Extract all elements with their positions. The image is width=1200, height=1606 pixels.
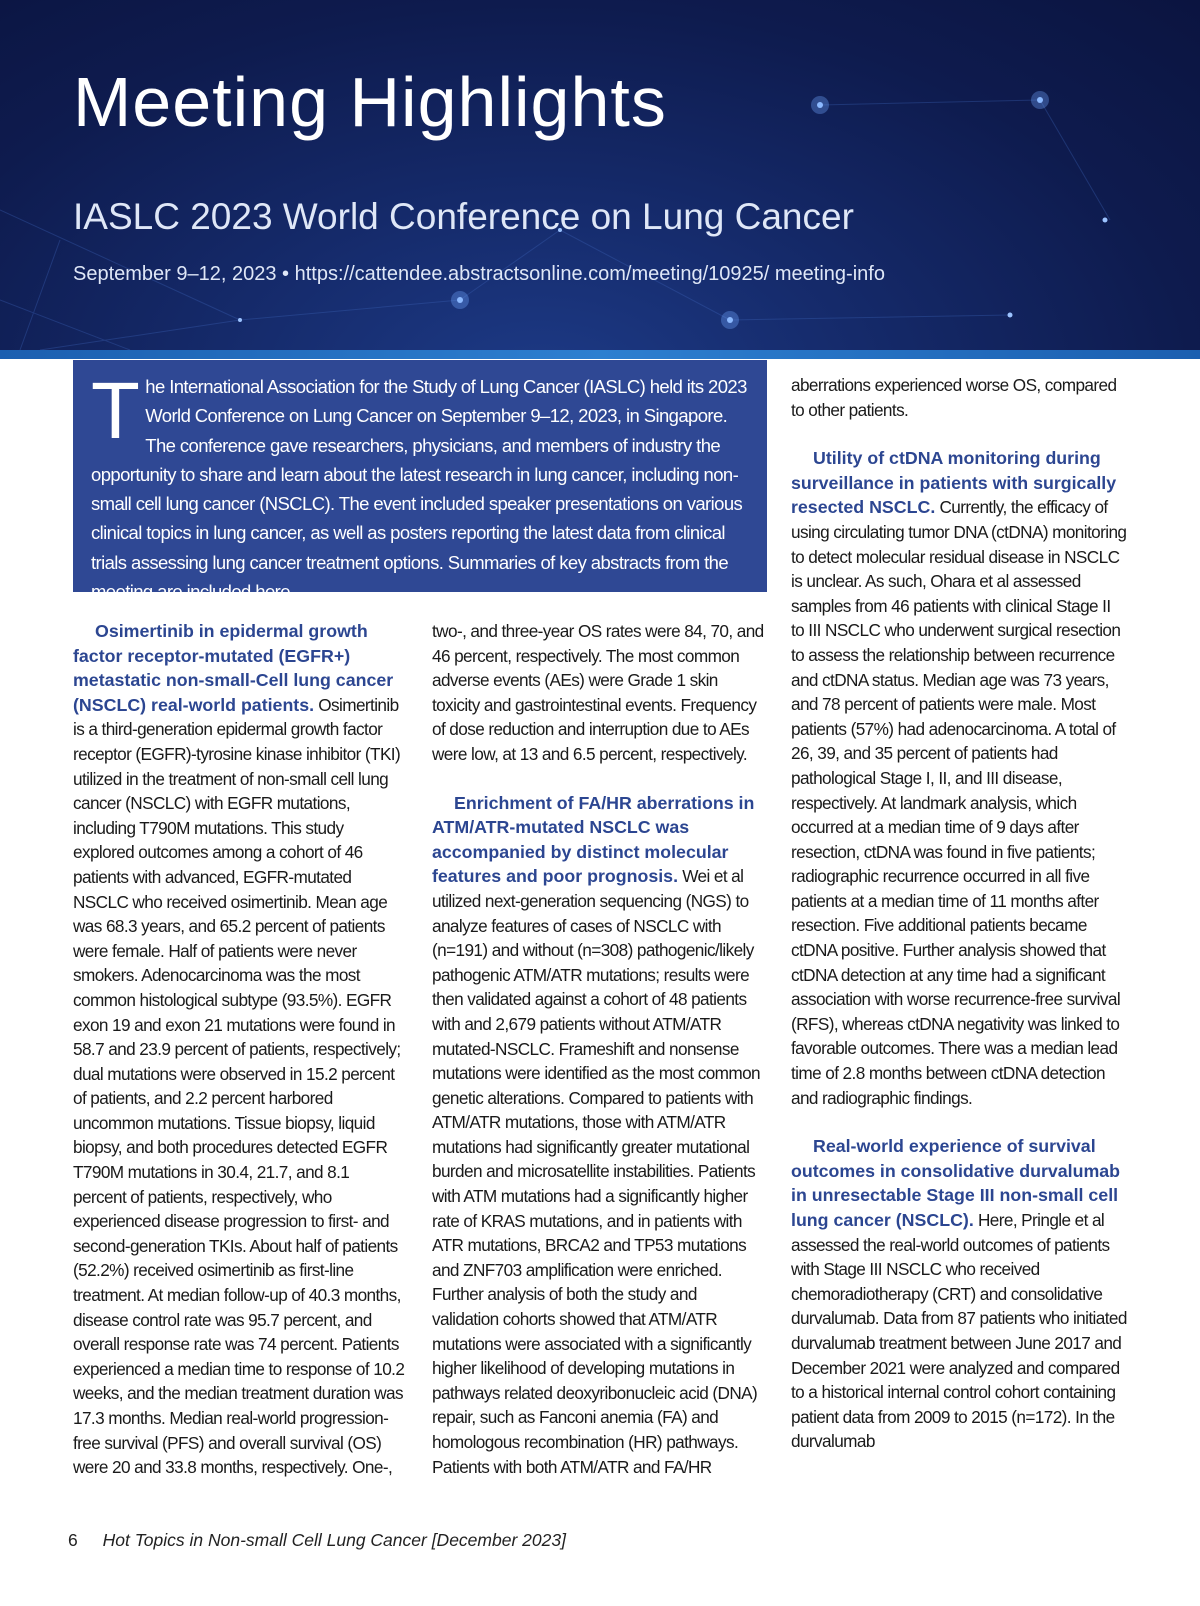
header-banner <box>0 0 1200 350</box>
column-2 <box>432 619 765 1479</box>
intro-box <box>73 360 767 603</box>
article-body: Osimertinib is a third-generation epidermal growth factor receptor (EGFR)-tyrosine kinase inhibitor (TKI) utilized in the treatment of non-small cell lung cancer (NSCLC) with EGFR mutations, including T790M mutations. This study explored outcomes among a cohort of 46 patients with advanced, EGFR-mutated NSCLC who received osimertinib. Mean age was 68.3 years, and 65.2 percent of patients were female. Half of patients were never smokers. Adenocarcinoma was the most common histological subtype (93.5%). EGFR exon 19 and exon 21 mutations were found in 58.7 and 23.9 percent of patients, respectively; dual mutations were observed in 15.2 percent of patients, and 2.2 percent harbored uncommon mutations. Tissue biopsy, liquid biopsy, and both procedures detected EGFR T790M mutations in 30.4, 21.7, and 8.1 percent of patients, respectively, who experienced disease progression to first- and second-generation TKIs. About half of patients (52.2%) received osimertinib as first-line treatment. At median follow-up of 40.3 months, disease control rate was 95.7 percent, and overall response rate was 74 percent. Patients experienced a median time to response of 10.2 weeks, and the median treatment duration was 17.3 months. Median real-world progression-free survival (PFS) and overall survival (OS) were 20 and 33.8 months, respectively. One-, <box>73 694 405 1478</box>
network-background-graphic <box>0 0 1200 350</box>
article-atm <box>432 791 765 1480</box>
paragraph-gap <box>791 1110 1127 1134</box>
article-heading: Utility of ctDNA monitoring during surveillance in patients with surgically resected NSCLC. <box>791 448 1117 518</box>
article-ctdna <box>791 446 1127 1110</box>
article-heading: Real-world experience of survival outcomes in consolidative durvalumab in unresectable Stage III non-small cell lung cancer (NSCLC). <box>791 1136 1121 1230</box>
paragraph-gap <box>791 422 1127 446</box>
article-body: Here, Pringle et al assessed the real-world outcomes of patients with Stage III NSCLC who received chemoradiotherapy (CRT) and consolidative durvalumab. Data from 87 patients who initiated durvalumab treatment between June 2017 and December 2021 were analyzed and compared to a historical internal control cohort containing patient data from 2009 to 2015 (n=172). In the durvalumab <box>791 1210 1127 1452</box>
banner-divider <box>0 350 1200 359</box>
intro-text: he International Association for the Study of Lung Cancer (IASLC) held its 2023 World Conference on Lung Cancer on September 9–12, 2023, in Singapore. The conference gave researchers, physicians, and members of industry the opportunity to share and learn about the latest research in lung cancer, including non-small cell lung cancer (NSCLC). The event included speaker presentations on various clinical topics in lung cancer, as well as posters reporting the latest data from clinical trials assessing lung cancer treatment options. Summaries of key abstracts from the meeting are included here. <box>91 376 747 603</box>
conference-name: IASLC 2023 World Conference on Lung Cancer <box>73 196 854 237</box>
paragraph-gap <box>432 767 765 791</box>
conference-dateline: September 9–12, 2023 • https://cattendee.abstractsonline.com/meeting/10925/ meeting-info <box>73 263 885 285</box>
column-3 <box>791 373 1127 1454</box>
page-title: Meeting Highlights <box>73 63 667 141</box>
article-body-continued: two-, and three-year OS rates were 84, 70, and 46 percent, respectively. The most common adverse events (AEs) were Grade 1 skin toxicity and gastrointestinal events. Frequency of dose reduction and interruption due to AEs were low, at 13 and 6.5 percent, respectively. <box>432 621 764 764</box>
article-osimertinib <box>73 619 405 1480</box>
drop-cap: T <box>91 366 140 455</box>
page-number: 6 <box>68 1530 78 1550</box>
article-heading: Osimertinib in epidermal growth factor receptor-mutated (EGFR+) metastatic non-small-Cell lung cancer (NSCLC) real-world patients. <box>73 621 394 715</box>
article-body: Wei et al utilized next-generation sequencing (NGS) to analyze features of cases of NSCLC with (n=191) and without (n=308) pathogenic/likely pathogenic ATM/ATR mutations; results were then validated against a cohort of 48 patients with and 2,679 patients without ATM/ATR mutated-NSCLC. Frameshift and nonsense mutations were identified as the most common genetic alterations. Compared to patients with ATM/ATR mutations, those with ATM/ATR mutations had significantly greater mutational burden and microsatellite instabilities. Patients with ATM mutations had a significantly higher rate of KRAS mutations, and in patients with ATR mutations, BRCA2 and TP53 mutations and ZNF703 amplification were enriched. Further analysis of both the study and validation cohorts showed that ATM/ATR mutations were associated with a significantly higher likelihood of developing mutations in pathways related deoxyribonucleic acid (DNA) repair, such as Fanconi anemia (FA) and homologous recombination (HR) pathways. Patients with both ATM/ATR and FA/HR <box>432 866 761 1477</box>
article-body: Currently, the efficacy of using circulating tumor DNA (ctDNA) monitoring to detect molecular residual disease in NSCLC is unclear. As such, Ohara et al assessed samples from 46 patients with clinical Stage II to III NSCLC who underwent surgical resection to assess the relationship between recurrence and ctDNA status. Median age was 73 years, and 78 percent of patients were male. Most patients (57%) had adenocarcinoma. A total of 26, 39, and 35 percent of patients had pathological Stage I, II, and III disease, respectively. At landmark analysis, which occurred at a median time of 9 days after resection, ctDNA was found in five patients; radiographic recurrence occurred in all five patients at a median time of 11 months after resection. Five additional patients became ctDNA positive. Further analysis showed that ctDNA detection at any time had a significant association with worse recurrence-free survival (RFS), whereas ctDNA negativity was linked to favorable outcomes. There was a median lead time of 2.8 months between ctDNA detection and radiographic findings. <box>791 497 1127 1108</box>
intro-paragraph <box>91 366 751 606</box>
article-body-continued: aberrations experienced worse OS, compared to other patients. <box>791 375 1117 420</box>
article-heading: Enrichment of FA/HR aberrations in ATM/ATR-mutated NSCLC was accompanied by distinct molecular features and poor prognosis. <box>432 792 755 887</box>
column-1 <box>73 619 405 1480</box>
article-durvalumab <box>791 1134 1127 1454</box>
publication-title: Hot Topics in Non-small Cell Lung Cancer [December 2023] <box>102 1530 566 1550</box>
page-footer <box>68 1530 566 1551</box>
